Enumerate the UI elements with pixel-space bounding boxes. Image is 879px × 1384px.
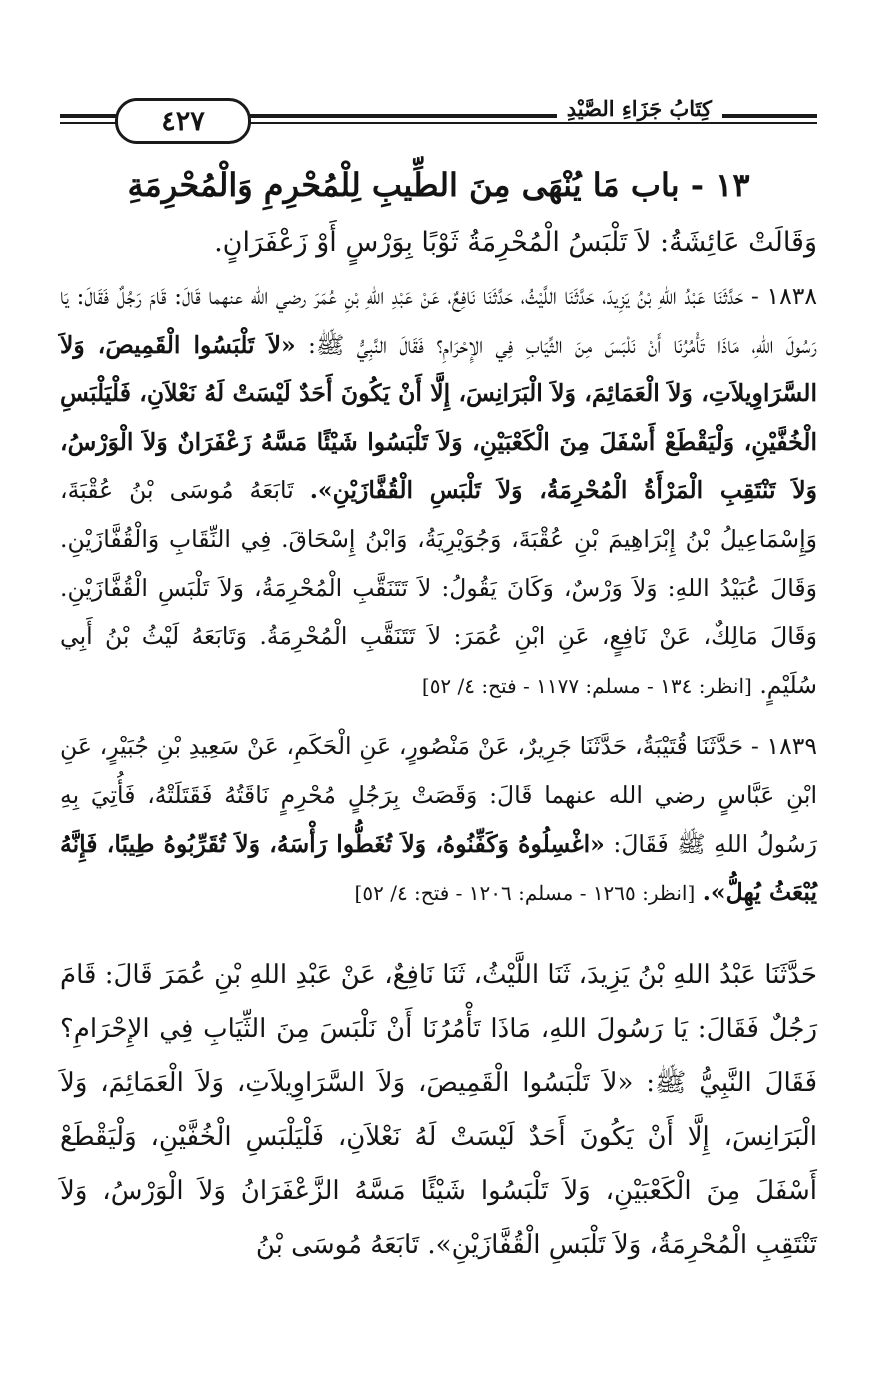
hadith-isnad: حَدَّثَنَا عَبْدُ اللهِ بْنُ يَزِيدَ، حَدَّثَنَا اللَّيْثُ، حَدَّثَنَا نَافِعٌ، عَنْ عَبْدِ اللهِ بْنِ عُمَرَ رضي الله عنهما قَالَ: قَامَ رَجُلٌ فَقَالَ: يَا رَسُولَ اللهِ، مَاذَا تَأْمُرُنَا أَنْ نَلْبَسَ مِنَ الثِّيَابِ فِي الإِحْرَامِ؟ فَقَالَ النَّبِيُّ ﷺ: bbox=[60, 282, 817, 359]
hadith-reference: [انظر: ١٢٦٥ - مسلم: ١٢٠٦ - فتح: ٤/ ٥٢] bbox=[354, 881, 696, 906]
header-rule-main-thin bbox=[240, 122, 817, 124]
page-header bbox=[60, 96, 817, 146]
hadith-number: ١٨٣٨ - bbox=[750, 282, 817, 310]
hadith-matn: «اغْسِلُوهُ وَكَفِّنُوهُ، وَلاَ تُغَطُّوا رَأْسَهُ، وَلاَ تُقَرِّبُوهُ طِيبًا، فَإِنَّهُ يُبْعَثُ يُهِلُّ». bbox=[60, 829, 817, 907]
running-title: كِتَابُ جَزَاءِ الصَّيْدِ bbox=[557, 96, 722, 121]
chapter-title: ١٣ - باب مَا يُنْهَى مِنَ الطِّيبِ لِلْمُحْرِمِ وَالْمُحْرِمَةِ bbox=[127, 166, 750, 204]
page-content bbox=[60, 160, 817, 1272]
header-rule-main bbox=[240, 114, 817, 118]
hadith-1839 bbox=[60, 722, 817, 917]
hadith-number: ١٨٣٩ - bbox=[750, 732, 817, 761]
hadith-matn: «لاَ تَلْبَسُوا الْقَمِيصَ، وَلاَ السَّرَاوِيلاَتِ، وَلاَ الْعَمَائِمَ، وَلاَ الْبَرَانِسَ، إِلَّا أَنْ يَكُونَ أَحَدٌ لَيْسَتْ لَهُ نَعْلاَنِ، فَلْيَلْبَسِ الْخُفَّيْنِ، وَلْيَقْطَعْ أَسْفَلَ مِنَ الْكَعْبَيْنِ، وَلاَ تَلْبَسُوا شَيْئًا مَسَّهُ زَعْفَرَانٌ وَلاَ الْوَرْسُ، وَلاَ تَنْتَقِبِ الْمَرْأَةُ الْمُحْرِمَةُ، وَلاَ تَلْبَسِ الْقُفَّازَيْنِ». bbox=[60, 330, 817, 505]
page-number: ٤٢٧ bbox=[115, 98, 251, 144]
chapter-intro: وَقَالَتْ عَائِشَةُ: لاَ تَلْبَسُ الْمُحْرِمَةُ ثَوْبًا بِوَرْسٍ أَوْ زَعْفَرَانٍ. bbox=[214, 227, 817, 258]
hadith-isnad: حَدَّثَنَا قُتَيْبَةُ، حَدَّثَنَا جَرِيرٌ، عَنْ مَنْصُورٍ، عَنِ الْحَكَمِ، عَنْ سَعِيدِ بْنِ جُبَيْرٍ، عَنِ ابْنِ عَبَّاسٍ رضي الله عنهما قَالَ: وَقَصَتْ بِرَجُلٍ مُحْرِمٍ نَاقَتُهُ فَقَتَلَتْهُ، فَأُتِيَ بِهِ رَسُولُ اللهِ ﷺ فَقَالَ: bbox=[60, 732, 817, 858]
hadith-reference: [انظر: ١٣٤ - مسلم: ١١٧٧ - فتح: ٤/ ٥٢] bbox=[421, 673, 752, 698]
hadith-1838 bbox=[60, 272, 817, 710]
commentary-paragraph: حَدَّثَنَا عَبْدُ اللهِ بْنُ يَزِيدَ، ثَنَا اللَّيْثُ، ثَنَا نَافِعٌ، عَنْ عَبْدِ اللهِ بْنِ عُمَرَ قَالَ: قَامَ رَجُلٌ فَقَالَ: يَا رَسُولَ اللهِ، مَاذَا تَأْمُرُنَا أَنْ نَلْبَسَ مِنَ الثِّيَابِ فِي الإِحْرَامِ؟ فَقَالَ النَّبِيُّ ﷺ: «لاَ تَلْبَسُوا الْقَمِيصَ، وَلاَ السَّرَاوِيلاَتِ، وَلاَ الْعَمَائِمَ، وَلاَ الْبَرَانِسَ، إِلَّا أَنْ يَكُونَ أَحَدٌ لَيْسَتْ لَهُ نَعْلاَنِ، فَلْيَلْبَسِ الْخُفَّيْنِ، وَلْيَقْطَعْ أَسْفَلَ مِنَ الْكَعْبَيْنِ، وَلاَ تَلْبَسُوا شَيْئًا مَسَّهُ الزَّعْفَرَانُ وَلاَ الْوَرْسُ، وَلاَ تَنْتَقِبِ الْمُحْرِمَةُ، وَلاَ تَلْبَسِ الْقُفَّازَيْنِ». تَابَعَهُ مُوسَى بْنُ bbox=[60, 959, 818, 1260]
hadith-tail: تَابَعَهُ مُوسَى بْنُ عُقْبَةَ، وَإِسْمَاعِيلُ بْنُ إِبْرَاهِيمَ بْنِ عُقْبَةَ، وَجُوَيْرِيَةُ، وَابْنُ إِسْحَاقَ. فِي النِّقَابِ وَالْقُفَّازَيْنِ. وَقَالَ عُبَيْدُ اللهِ: وَلاَ وَرْسٌ، وَكَانَ يَقُولُ: لاَ تَتَنَقَّبِ الْمُحْرِمَةُ، وَلاَ تَلْبَسِ الْقُفَّازَيْنِ. وَقَالَ مَالِكٌ، عَنْ نَافِعٍ، عَنِ ابْنِ عُمَرَ: لاَ تَتَنَقَّبِ الْمُحْرِمَةُ. وَتَابَعَهُ لَيْثُ بْنُ أَبِي سُلَيْمٍ. bbox=[60, 476, 817, 699]
